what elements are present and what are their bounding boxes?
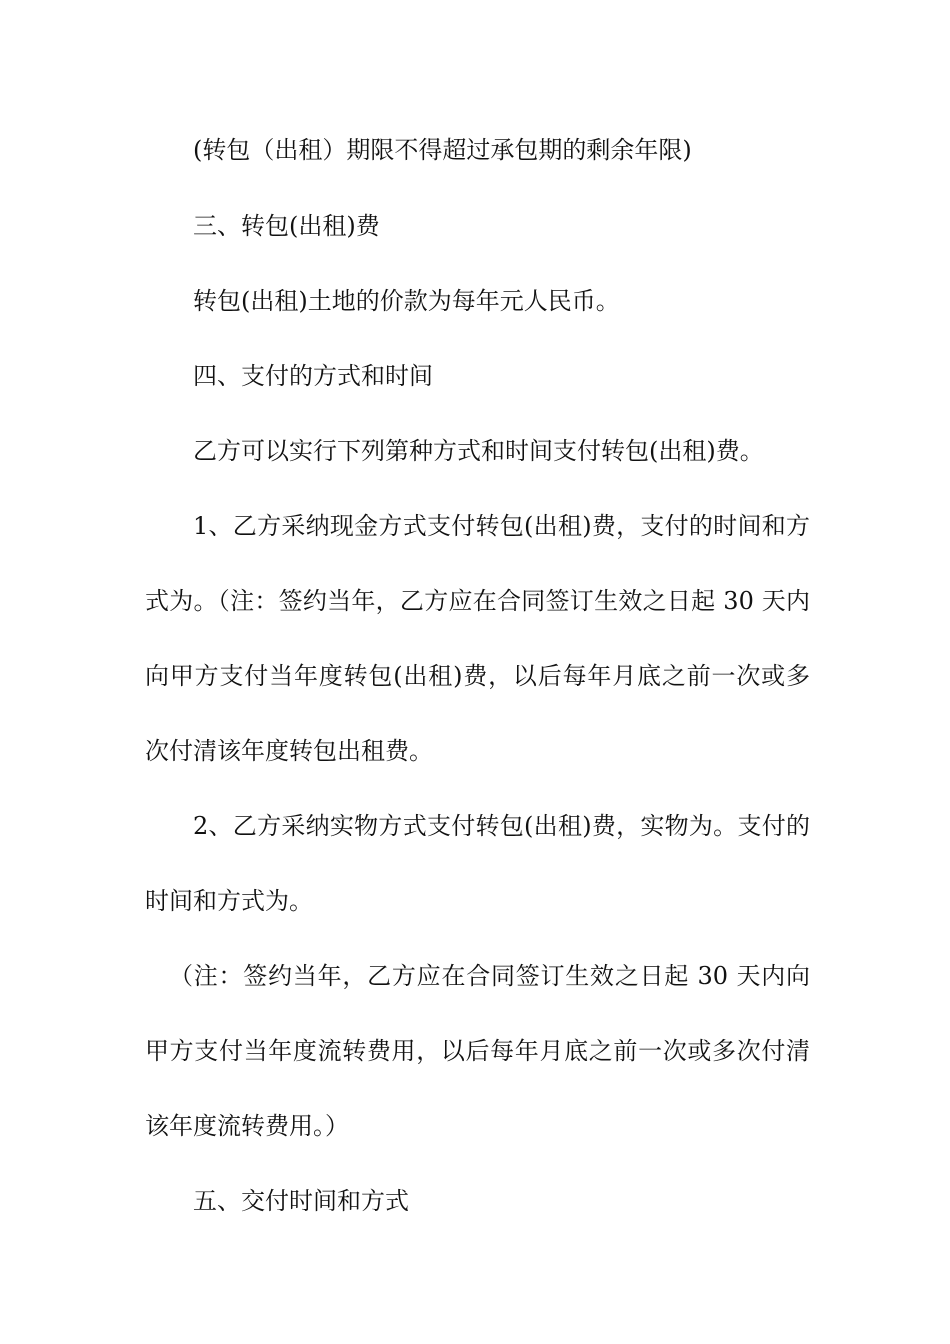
text-line-payment-intro: 乙方可以实行下列第种方式和时间支付转包(出租)费。	[193, 437, 764, 465]
text-line-cash-3: 向甲方支付当年度转包(出租)费，以后每年月底之前一次或多	[145, 662, 810, 690]
text-line-cash-4: 次付清该年度转包出租费。	[145, 737, 433, 765]
section-heading-fee: 三、转包(出租)费	[193, 212, 380, 240]
text-line-note-3: 该年度流转费用。）	[145, 1112, 349, 1140]
text-line-kind-2: 时间和方式为。	[145, 887, 313, 915]
text-line-note-2: 甲方支付当年度流转费用，以后每年月底之前一次或多次付清	[145, 1037, 810, 1065]
text-line-price: 转包(出租)土地的价款为每年元人民币。	[193, 287, 620, 315]
text-line-kind-1: 2、乙方采纳实物方式支付转包(出租)费，实物为。支付的	[193, 812, 810, 840]
text-line-cash-2: 式为。（注：签约当年，乙方应在合同签订生效之日起 30 天内	[145, 587, 810, 615]
text-line-note-1: （注：签约当年，乙方应在合同签订生效之日起 30 天内向	[169, 962, 810, 990]
section-heading-delivery: 五、交付时间和方式	[193, 1187, 409, 1215]
section-heading-payment: 四、支付的方式和时间	[193, 362, 433, 390]
text-line-term-note: (转包（出租）期限不得超过承包期的剩余年限)	[193, 136, 692, 164]
text-line-cash-1: 1、乙方采纳现金方式支付转包(出租)费，支付的时间和方	[193, 512, 810, 540]
